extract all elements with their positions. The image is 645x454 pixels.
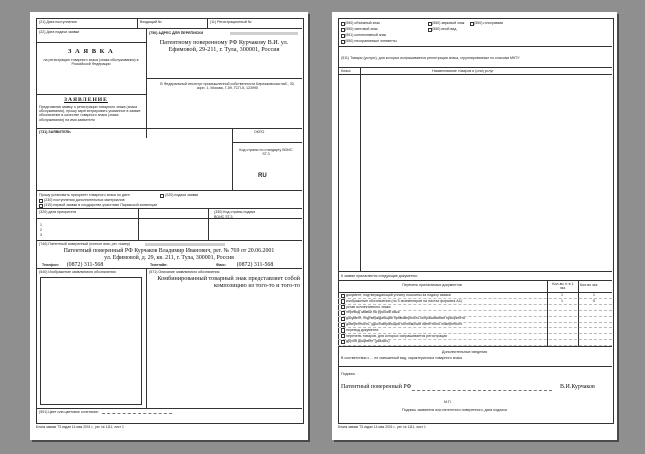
address-field-shade <box>230 32 298 35</box>
doc-name: другой документ (указать) <box>346 339 390 344</box>
doc-name: изображение обозначения (по 5 экземпляров на листах формата А4) <box>346 298 462 303</box>
type-option-6: (550) неохраняемые элементы <box>345 39 397 43</box>
type-option-3: (550) световой знак <box>345 27 378 31</box>
wipo-code-label: ВОИС ST.3 <box>214 215 233 219</box>
type-option-5: (551) коллективный знак <box>345 33 387 37</box>
priority-line-0: Прошу установить приоритет товарного знака по дате: <box>39 193 131 197</box>
correspondence-address: Патентному поверенному РФ Курчакову В.И. ул. Ефимовой, 29-211, г. Тула, 300001, Россия <box>159 39 289 53</box>
priority-line-1: (220) подачи заявки <box>165 193 199 197</box>
attorney-label: (740) Патентный поверенный (полное имя, рег. номер) <box>39 242 131 246</box>
priority-additional-checkbox[interactable] <box>39 199 43 203</box>
priority-row-3: 3 <box>40 233 42 237</box>
doc-name: доверенность, удостоверяющая полномочия патентного поверенного <box>346 322 463 326</box>
type-option-2: (550) голограмма <box>474 21 503 25</box>
doc-copies: 1 <box>593 293 595 297</box>
priority-line-3: (310) первой заявки в государстве-участнике Парижской конвенции <box>44 203 158 207</box>
application-title: З А Я В К А <box>68 48 114 55</box>
addressee-text: В Федеральный институт промышленной собственности Бережковская наб., 30, корп. 1, Москва, Г-59, ГСП-5, 123995 <box>160 82 295 91</box>
priority-line-5: (330) Код страны подачи <box>214 210 256 214</box>
doc-name: устав коллективного знака <box>346 304 391 309</box>
extra-docs-label: Дополнительные сведения <box>442 350 488 354</box>
description-text: Комбинированный товарный знак представляет собой композицию из того-то и того-то <box>157 275 300 290</box>
doc-name: перечень товаров, для которых испрашивается регистрация <box>346 333 448 338</box>
form-frame-2 <box>338 18 614 424</box>
extra-docs-line: В соответствии с ... не смешанный вид, характеристика товарного знака <box>341 356 463 360</box>
signer-title: Патентный поверенный РФ <box>341 384 412 390</box>
doc-checkbox[interactable] <box>341 305 345 309</box>
application-subtitle: на регистрацию товарного знака (знака обслуживания) в Российской Федерации <box>43 58 139 67</box>
doc-name: документ, подтверждающий уплату пошлины за подачу заявки <box>346 293 451 297</box>
country-code-value: RU <box>258 173 267 179</box>
filing-date-label: (22) Дата подачи заявки <box>39 30 80 34</box>
footer-note-2: Бланк заявки ТЗ издан 14 мая 2001 г., рег. № 1111, лист 1 <box>338 425 426 429</box>
priority-line-2: (230) поступления дополнительных материалов <box>44 198 125 202</box>
signer-name: В.И.Курчаков <box>560 384 595 390</box>
attorney-field-shade <box>145 243 225 246</box>
priority-line-4: (320) дата приоритета <box>39 210 77 214</box>
priority-row-1: 1 <box>40 223 42 227</box>
attorney-address: ул. Ефимовой, д. 29, кв. 211, г. Тула, 300001, Россия <box>104 255 234 261</box>
footer-note: Бланк заявки ТЗ издан 14 мая 2001 г., рег. № 1111, лист 1 <box>36 425 124 429</box>
stamp-mark: М.П. <box>444 400 452 404</box>
okpo-label: ОКПО <box>254 130 265 134</box>
description-label: (571) Описание заявляемого обозначения <box>149 270 220 274</box>
type-option-0: (550) объемный знак <box>345 21 380 25</box>
fax-value: (0872) 311-568 <box>236 261 274 268</box>
teletype-label: Телетайп: <box>150 263 168 267</box>
phone-value: (0872) 311-568 <box>66 261 104 268</box>
class-column-header: Класс <box>341 69 351 73</box>
doc-checkbox[interactable] <box>341 299 345 303</box>
priority-filing-checkbox[interactable] <box>160 194 164 198</box>
colors-label: (591) Цвет или цветовое сочетание: <box>39 410 99 414</box>
registration-number-label: (11) Регистрационный № <box>210 20 252 24</box>
application-form-page-1 <box>30 12 308 440</box>
doc-checkbox[interactable] <box>341 340 345 344</box>
application-form-page-2 <box>332 12 617 440</box>
docs-copies-header: Кол-во экз. <box>580 283 599 287</box>
docs-intro: К заявке прилагаются следующие документы: <box>341 274 418 278</box>
type-option-1: (550) звуковой знак <box>432 21 465 25</box>
country-code-label: Код страны по стандарту ВОИС ST.3 <box>239 148 293 157</box>
correspondence-address-label: (750) АДРЕС ДЛЯ ПЕРЕПИСКИ <box>149 31 204 35</box>
type-option-4: (550) иной вид <box>432 27 457 31</box>
phone-label: Телефон: <box>42 263 59 267</box>
doc-name: перевод заявки на русский язык <box>346 310 400 315</box>
incoming-number-label: Входящий № <box>140 20 162 24</box>
doc-checkbox[interactable] <box>341 317 345 321</box>
goods-intro: (511) Товары (услуги), для которых испрашивается регистрация знака, сгруппированные по классам МКТУ <box>341 56 520 60</box>
doc-pages: 1 <box>561 298 563 303</box>
doc-checkbox[interactable] <box>341 334 345 338</box>
image-box-label: (540) Изображение заявляемого обозначения <box>39 270 116 274</box>
mark-image-placeholder <box>40 277 142 405</box>
doc-name: перевод документа <box>346 327 379 332</box>
applicant-label: (731) ЗАЯВИТЕЛЬ <box>39 130 71 134</box>
doc-pages: 1 <box>561 293 563 297</box>
doc-checkbox[interactable] <box>341 311 345 315</box>
fax-label: Факс: <box>216 263 227 267</box>
date-incoming-label: (21) Дата поступления <box>39 20 77 24</box>
signature-note: Подпись заявителя или патентного поверенного, дата подписи <box>402 408 508 412</box>
priority-row-2: 2 <box>40 228 42 232</box>
docs-name-header: Перечень прилагаемых документов <box>402 283 462 287</box>
signature-label: Подпись <box>341 372 356 376</box>
statement-text: Представляя заявку о регистрации товарного знака (знака обслуживания), прошу зарегистрировать указанное в заявке обозначение в качестве товарного знака (знака обслуживания) на имя заявителя <box>39 105 141 122</box>
doc-checkbox[interactable] <box>341 323 345 327</box>
doc-name: документ, подтверждающий правомерность испрашивания приоритета <box>346 316 465 321</box>
doc-copies: 5 <box>593 298 595 303</box>
goods-column-header: Наименование товаров и (или) услуг <box>432 69 494 73</box>
doc-checkbox[interactable] <box>341 328 345 332</box>
attorney-name: Патентный поверенный РФ Курчаков Владимир Иванович, рег. № 769 от 20.06.2001 <box>63 248 275 254</box>
statement-title: ЗАЯВЛЕНИЕ <box>64 97 108 103</box>
docs-pages-header: Кол-во л. в 1 экз. <box>552 282 574 291</box>
doc-checkbox[interactable] <box>341 294 345 298</box>
